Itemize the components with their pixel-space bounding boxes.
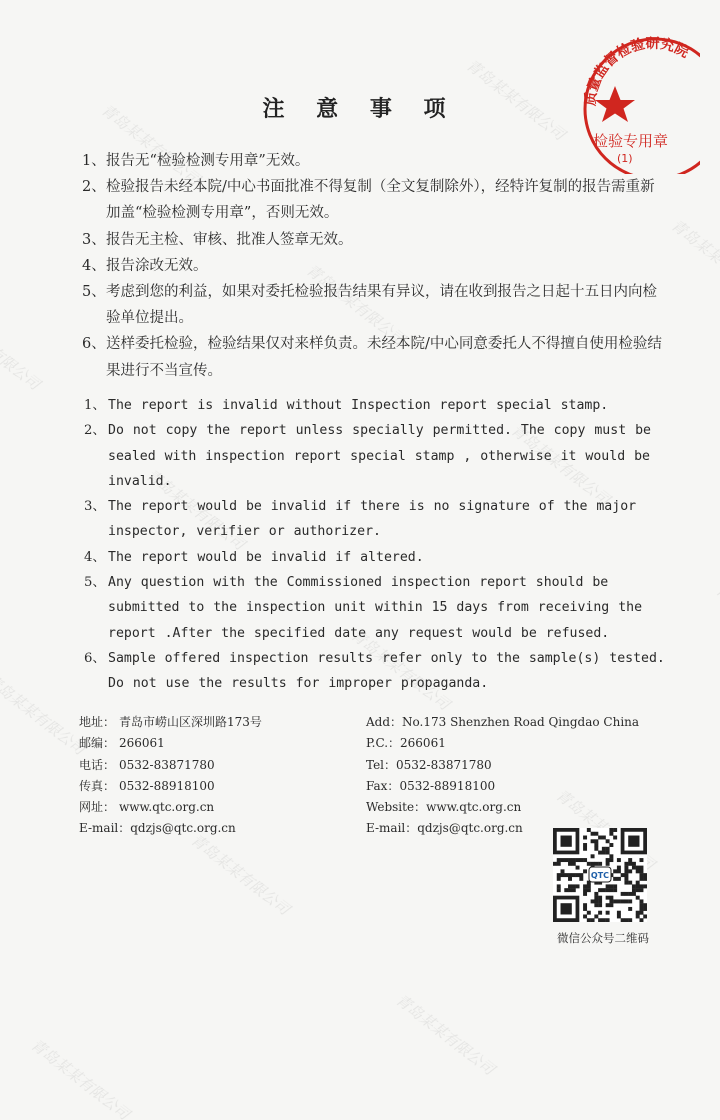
notes-cn-item: [82, 253, 667, 279]
item-number: 4、: [82, 257, 106, 274]
item-text: 报告无主检、审核、批准人签章无效。: [106, 231, 353, 248]
contact-label: 网址：: [79, 800, 116, 815]
contact-info-en: [366, 712, 639, 840]
item-number: 3、: [84, 499, 106, 515]
qr-code[interactable]: [553, 828, 647, 922]
contact-label: E-mail：: [366, 821, 418, 836]
contact-value: www.qtc.org.cn: [119, 800, 215, 815]
item-text: Any question with the Commissioned inspection report should be submitted to the inspection unit within 15 days from receiving the report .After the specified date any request would be refused.: [108, 575, 643, 641]
contact-row-address: [366, 712, 639, 733]
contact-row-website: [79, 797, 262, 818]
notes-en-item: [84, 494, 674, 545]
item-text: 报告涂改无效。: [106, 257, 208, 274]
contact-label: P.C.：: [366, 736, 401, 751]
contact-label: Fax：: [366, 778, 400, 793]
notes-cn-item: [82, 279, 667, 331]
contact-label: 邮编：: [79, 736, 116, 751]
item-text: The report is invalid without Inspection report special stamp.: [108, 398, 609, 413]
contact-label: 传真：: [79, 778, 116, 793]
contact-value: qdzjs@qtc.org.cn: [417, 821, 523, 836]
notes-en-item: [84, 646, 674, 697]
notes-en-item: [84, 545, 674, 570]
contact-label: 地址：: [79, 715, 116, 729]
item-text: 考虑到您的利益，如果对委托检验报告结果有异议，请在收到报告之日起十五日内向检验单位提出。: [106, 284, 657, 327]
contact-value: 0532-88918100: [119, 778, 215, 793]
notes-cn-item: [82, 227, 667, 253]
item-number: 1、: [82, 153, 106, 169]
contact-label: Add：: [366, 715, 403, 729]
item-text: The report would be invalid if there is no signature of the major inspector, verifier or authorizer.: [108, 499, 637, 540]
item-text: 送样委托检验，检验结果仅对来样负责。未经本院/中心同意委托人不得擅自使用检验结果进行不当宣传。: [106, 336, 662, 379]
notes-cn-item: [82, 148, 667, 174]
seal-number: (1): [617, 152, 633, 165]
contact-row-fax: [366, 776, 639, 797]
item-text: 报告无“检验检测专用章”无效。: [106, 153, 310, 169]
item-number: 1、: [84, 398, 106, 413]
item-number: 3、: [82, 231, 106, 248]
contact-row-postcode: [366, 733, 639, 754]
contact-value: 0532-88918100: [399, 778, 496, 793]
notes-cn-item: [82, 174, 667, 226]
item-text: Sample offered inspection results refer only to the sample(s) tested. Do not use the results for improper propaganda.: [108, 650, 665, 692]
contact-info-cn: [79, 712, 262, 840]
contact-row-fax: [79, 776, 262, 797]
contact-label: Tel：: [366, 757, 397, 772]
contact-value: qdzjs@qtc.org.cn: [130, 821, 236, 836]
seal-bottom-text: 检验专用章: [593, 132, 669, 150]
notes-en-list: [84, 393, 674, 697]
notes-cn-list: [82, 148, 667, 384]
contact-value: No.173 Shenzhen Road Qingdao China: [402, 715, 640, 729]
contact-row-address: [79, 712, 262, 733]
notes-en-item: [84, 418, 674, 494]
item-number: 2、: [84, 423, 106, 439]
seal-top-text: 质量监督检验研究院: [582, 35, 692, 107]
contact-row-phone: [366, 755, 639, 776]
contact-row-email: [79, 818, 262, 839]
contact-value: 0532-83871780: [396, 757, 492, 772]
item-number: 5、: [82, 284, 106, 301]
contact-value: 266061: [119, 736, 165, 751]
qr-logo-text: QTC: [590, 871, 610, 880]
contact-row-postcode: [79, 733, 262, 754]
contact-row-website: [366, 797, 639, 818]
item-text: 检验报告未经本院/中心书面批准不得复制（全文复制除外），经特许复制的报告需重新加盖“检验检测专用章”，否则无效。: [106, 179, 655, 222]
item-number: 6、: [84, 650, 106, 666]
contact-value: 0532-83871780: [119, 757, 215, 772]
item-number: 2、: [82, 179, 106, 196]
item-number: 4、: [84, 549, 106, 565]
notes-en-item: [84, 570, 674, 646]
contact-value: www.qtc.org.cn: [426, 800, 522, 815]
item-text: Do not copy the report unless specially permitted. The copy must be sealed with inspection report special stamp , otherwise it would be invalid.: [108, 423, 651, 489]
contact-label: E-mail：: [79, 821, 131, 836]
page-title: 注 意 事 项: [262, 97, 458, 122]
notes-cn-item: [82, 331, 667, 383]
qr-caption: 微信公众号二维码: [557, 931, 649, 945]
contact-label: 电话：: [79, 757, 116, 772]
item-number: 5、: [84, 575, 106, 591]
item-text: The report would be invalid if altered.: [108, 549, 424, 565]
contact-label: Website：: [366, 800, 427, 815]
notes-en-item: [84, 393, 674, 418]
contact-value: 青岛市崂山区深圳路173号: [119, 715, 262, 729]
contact-row-phone: [79, 755, 262, 776]
item-number: 6、: [82, 336, 106, 353]
contact-value: 266061: [400, 736, 446, 751]
